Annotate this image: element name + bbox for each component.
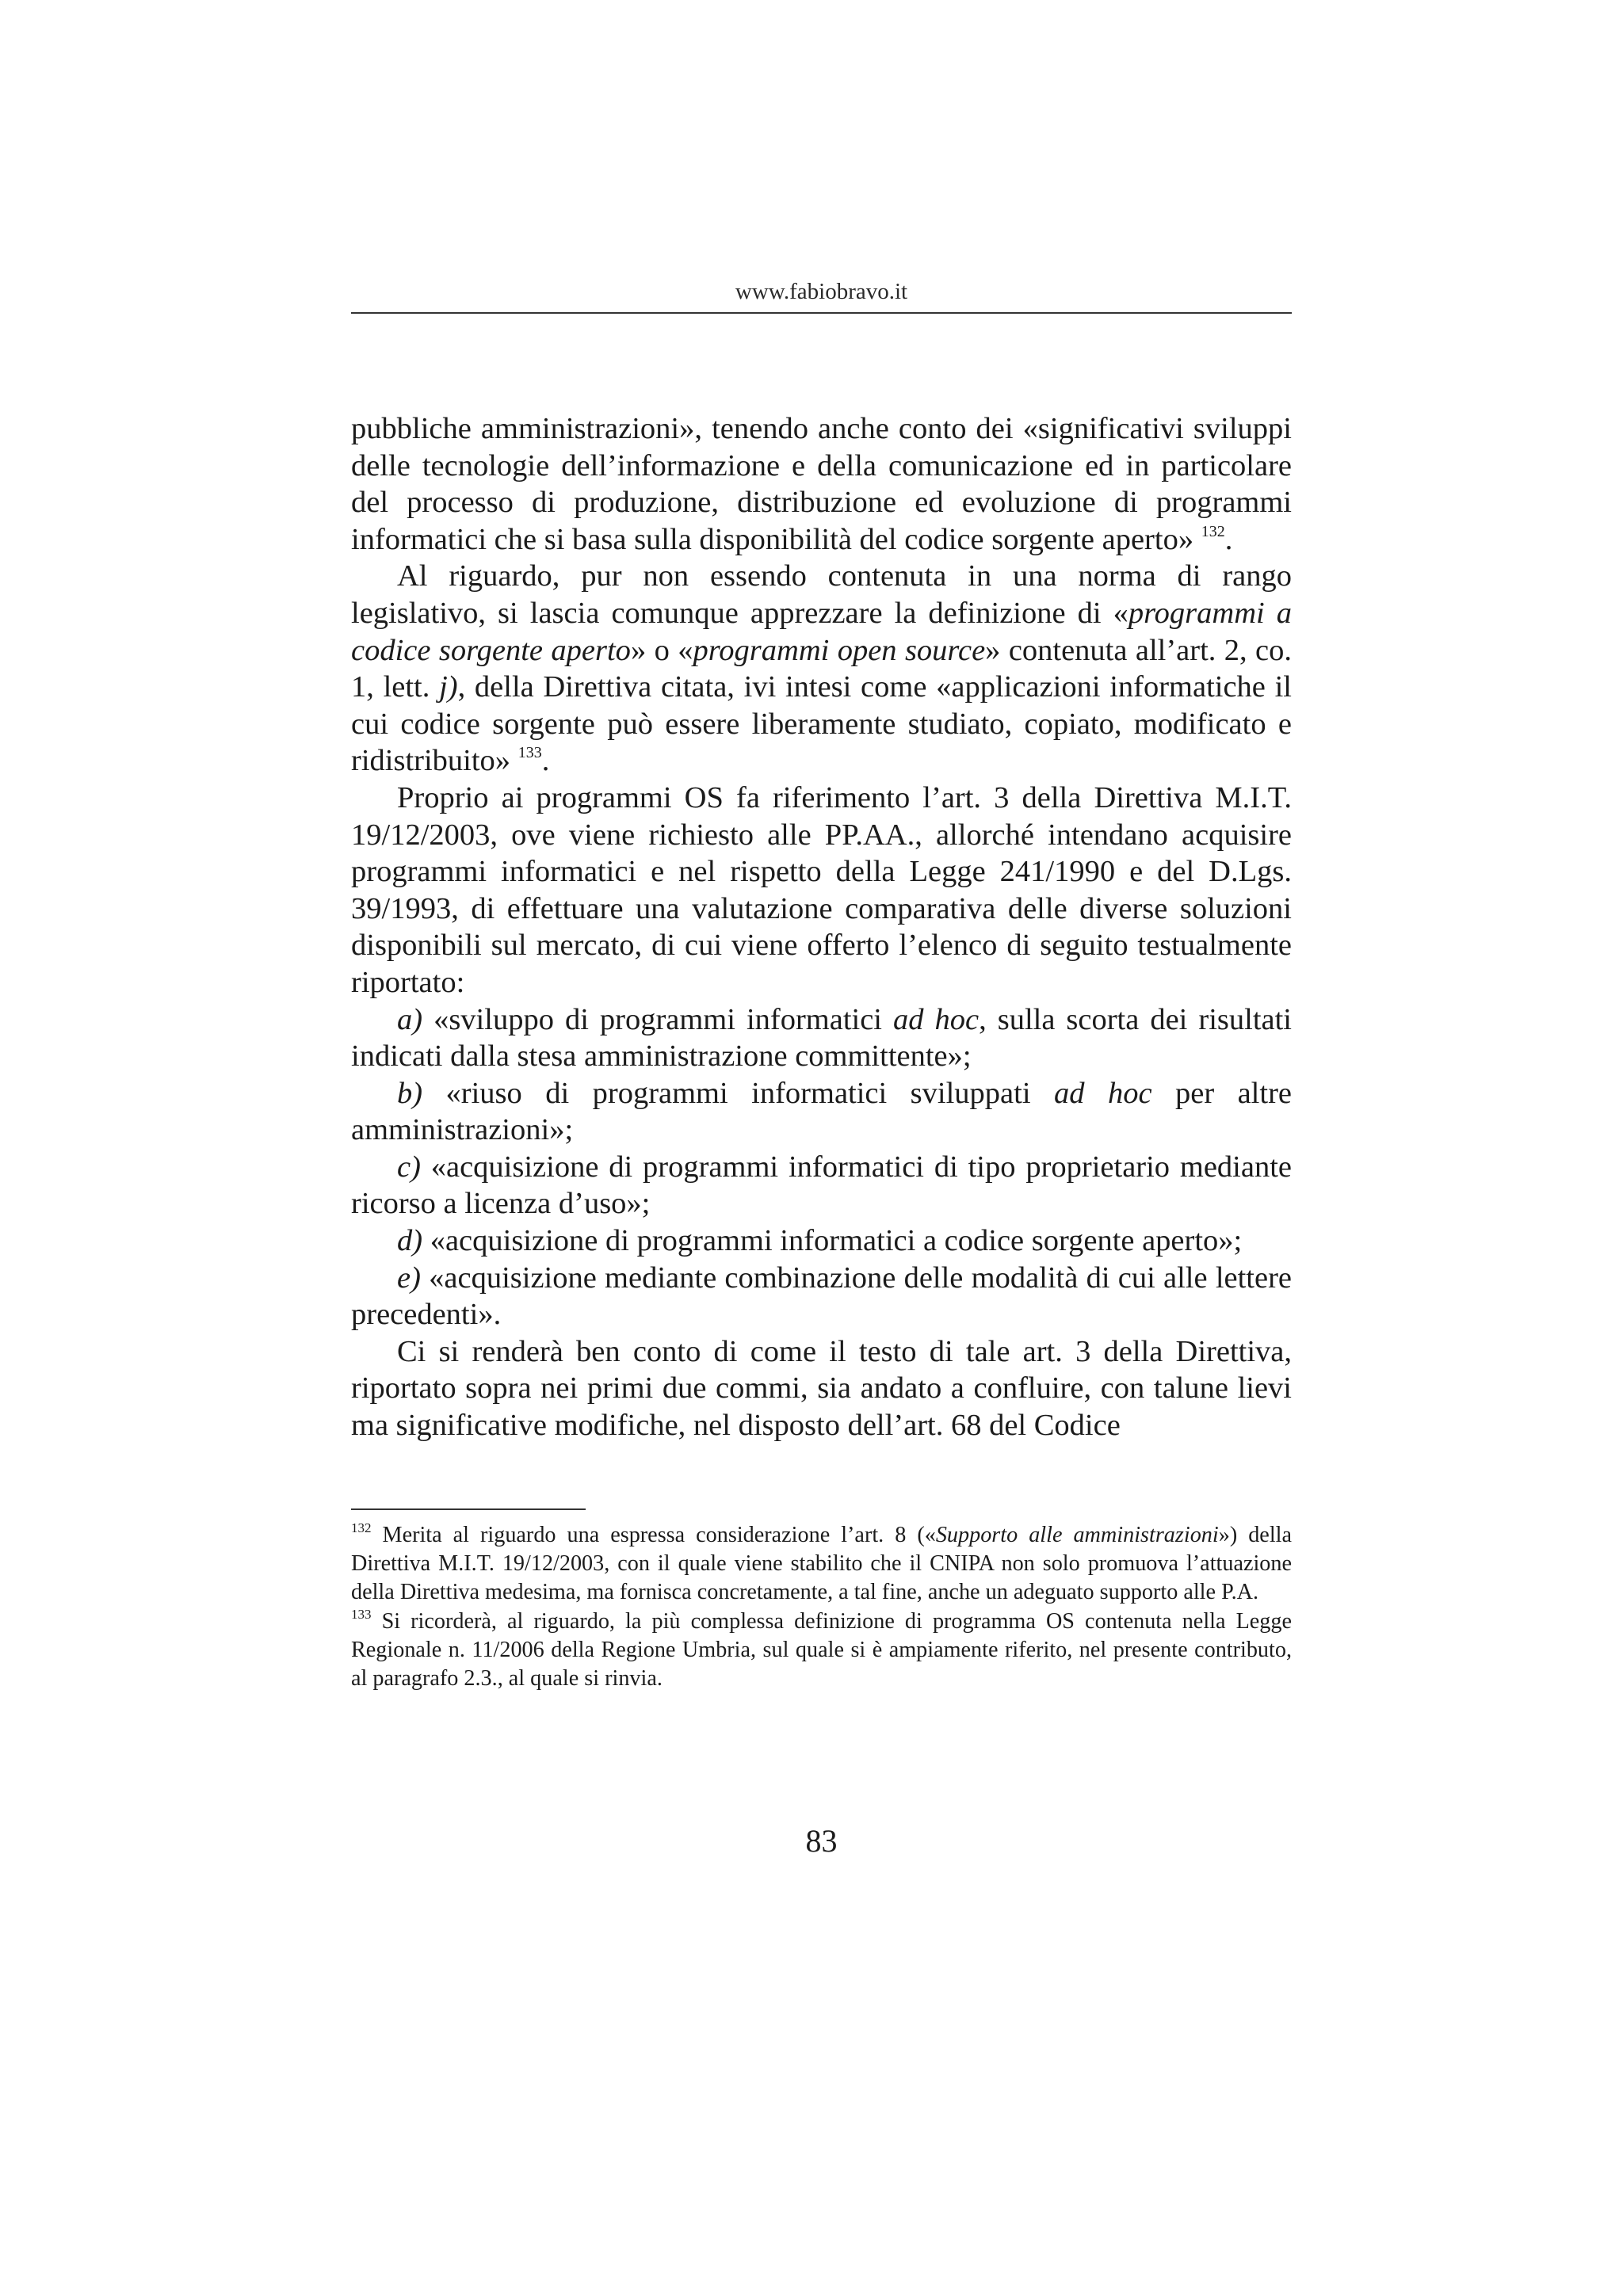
- list-item-b: b) «riuso di programmi informatici sviluppati ad hoc per altre amministrazioni»;: [351, 1076, 1292, 1147]
- footnotes: [351, 1521, 1292, 1693]
- paragraph-3: Proprio ai programmi OS fa riferimento l’art. 3 della Direttiva M.I.T. 19/12/2003, ove viene richiesto alle PP.AA., allorché intendano acquisire programmi informatici e nel rispetto della Legge 241/1990 e del D.Lgs. 39/1993, di effettuare una valutazione comparativa delle diverse soluzioni disponibili sul mercato, di cui viene offerto l’elenco di seguito testualmente riportato:: [351, 780, 1292, 999]
- page-number: 83: [805, 1823, 838, 1859]
- running-header: www.fabiobravo.it: [735, 279, 908, 304]
- footnote-132: $^{132}$ Merita al riguardo una espressa considerazione l’art. 8 («Supporto alle amministrazioni») della Direttiva M.I.T. 19/12/2003, con il quale viene stabilito che il CNIPA non solo promuova l’attuazione della Direttiva medesima, ma fornisca concretamente, a tal fine, anche un adeguato supporto alle P.A.: [351, 1520, 1292, 1605]
- list-item-c: c) «acquisizione di programmi informatici di tipo proprietario mediante ricorso a licenza d’uso»;: [351, 1150, 1292, 1221]
- paragraph-1: pubbliche amministrazioni», tenendo anche conto dei «significativi sviluppi delle tecnologie dell’informazione e della comunicazione ed in particolare del processo di produzione, distribuzione ed evoluzione di programmi informatici che si basa sulla disponibilità del codice sorgente aperto» $^{132}$.: [351, 412, 1292, 556]
- footnote-133: $^{133}$ Si ricorderà, al riguardo, la più complessa definizione di programma OS contenuta nella Legge Regionale n. 11/2006 della Regione Umbria, sul quale si è ampiamente riferito, nel presente contributo, al paragrafo 2.3., al quale si rinvia.: [351, 1606, 1292, 1691]
- footnote-rule: [351, 1508, 586, 1510]
- list-item-a: a) «sviluppo di programmi informatici ad hoc, sulla scorta dei risultati indicati dalla stesa amministrazione committente»;: [351, 1002, 1292, 1074]
- paragraph-2: Al riguardo, pur non essendo contenuta in una norma di rango legislativo, si lascia comunque apprezzare la definizione di «programmi a codice sorgente aperto» o «programmi open source» contenuta all’art. 2, co. 1, lett. j), della Direttiva citata, ivi intesi come «applicazioni informatiche il cui codice sorgente può essere liberamente studiato, copiato, modificato e ridistribuito» $^{133}$.: [351, 559, 1293, 778]
- footnote-ref-132: 132: [1201, 522, 1225, 540]
- main-text: [351, 410, 1292, 1444]
- footnote-ref-133: 133: [517, 744, 542, 762]
- header-rule: [351, 312, 1292, 314]
- paragraph-4: Ci si renderà ben conto di come il testo di tale art. 3 della Direttiva, riportato sopra nei primi due commi, sia andato a confluire, con talune lievi ma significative modifiche, nel disposto dell’art. 68 del Codice: [351, 1334, 1292, 1443]
- list-item-d: d) «acquisizione di programmi informatici a codice sorgente aperto»;: [397, 1224, 1243, 1258]
- list-item-e: e) «acquisizione mediante combinazione delle modalità di cui alle lettere precedenti».: [351, 1261, 1292, 1332]
